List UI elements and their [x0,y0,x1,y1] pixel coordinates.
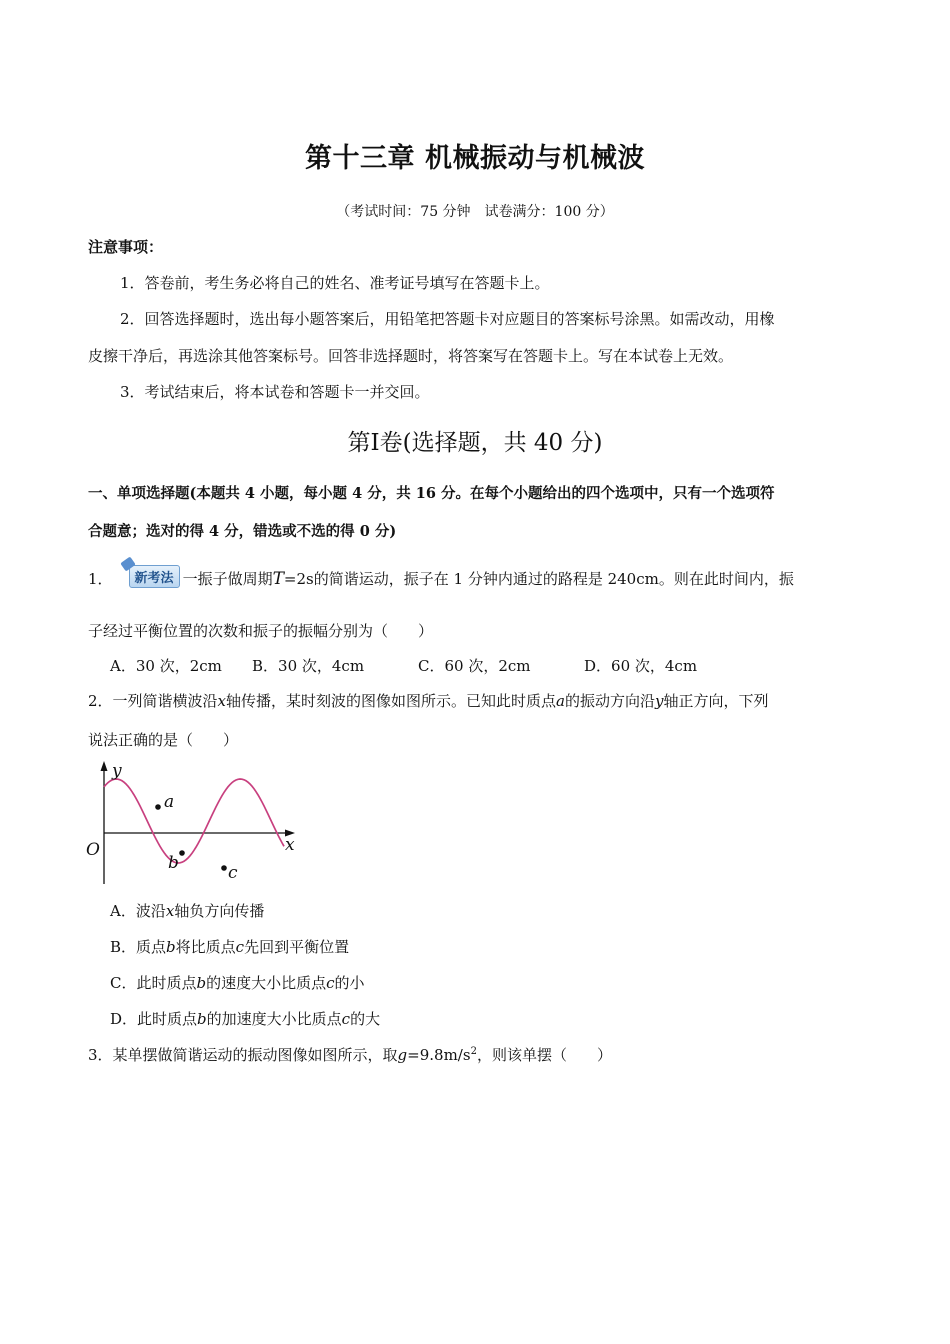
x-axis-label: x [285,835,295,855]
notes-heading: 注意事项： [88,238,164,256]
q3-text-b: ，则该单摆（ ） [476,1046,612,1064]
wave-figure [82,758,312,888]
q3-exponent: 2 [470,1046,477,1057]
question-1-option-d: D．60 次，4cm [584,657,698,675]
part1-line-1: 一、单项选择题(本题共 4 小题，每小题 4 分，共 16 分。在每个小题给出的四个选项中，只有一个选项符 [88,485,775,502]
q3-equation: =9.8m/s [407,1046,471,1064]
q2-optC-text-a: C．此时质点 [110,974,197,992]
question-2-option-b [110,936,349,957]
q2-optD-c: c [341,1010,351,1028]
question-3-line-1 [88,1044,612,1065]
y-axis-arrow-icon [101,761,108,771]
q2-text-a: 2．一列简谐横波沿 [88,692,218,710]
q2-optC-text-e: 的小 [334,974,365,992]
q2-optB-text-e: 先回到平衡位置 [244,938,350,956]
badge-tab-icon [120,556,136,571]
q2-optA-text-a: A．波沿 [110,902,166,920]
q2-optD-text-c: 的加速度大小比质点 [206,1010,342,1028]
new-method-badge [129,565,180,588]
period-symbol: T [272,569,284,589]
question-1-number: 1． [88,570,113,588]
q3-g-symbol: g [397,1046,408,1064]
q2-text-c: 的振动方向沿 [564,692,655,710]
point-b-dot [179,850,185,856]
question-1-option-b: B．30 次，4cm [252,657,365,675]
q2-a-symbol: a [556,692,565,710]
question-2-option-c [110,972,365,993]
point-c-label: c [228,863,238,883]
question-1-line-2: 子经过平衡位置的次数和振子的振幅分别为（ ） [88,622,434,640]
q2-optB-c: c [235,938,245,956]
question-1-line-1 [88,568,794,592]
q2-text-b: 轴传播，某时刻波的图像如图所示。已知此时质点 [226,692,557,710]
wave-curve [104,779,284,863]
question-2-option-d [110,1008,380,1029]
badge-label: 新考法 [134,570,174,586]
question-2-option-a [110,900,264,921]
point-a-label: a [164,792,175,812]
note-item-1: 1．答卷前，考生务必将自己的姓名、准考证号填写在答题卡上。 [120,274,550,292]
q2-optB-text-a: B．质点 [110,938,167,956]
q2-text-d: 轴正方向，下列 [663,692,769,710]
q2-optC-c: c [326,974,335,992]
origin-label: O [86,840,100,860]
q2-x-symbol: x [217,692,227,710]
q2-optD-text-e: 的大 [350,1010,381,1028]
q2-optD-text-a: D．此时质点 [110,1010,198,1028]
page-title: 第十三章 机械振动与机械波 [305,143,645,174]
point-a-dot [155,804,161,810]
q2-optB-text-c: 将比质点 [175,938,236,956]
y-axis-label: y [112,761,122,781]
q2-optB-b: b [166,938,176,956]
q2-optA-x: x [165,902,175,920]
question-1-option-a: A．30 次，2cm [110,657,222,675]
q2-optD-b: b [197,1010,207,1028]
q2-optC-text-c: 的速度大小比质点 [206,974,327,992]
q3-text-a: 3．某单摆做简谐运动的振动图像如图所示，取 [88,1046,398,1064]
section-title: 第Ⅰ卷(选择题，共 40 分) [347,430,603,456]
period-equation: =2s [283,570,314,588]
exam-info: （考试时间：75 分钟 试卷满分：100 分） [336,204,614,220]
q2-optC-b: b [196,974,207,992]
question-1-text-a: 一振子做周期 [182,570,273,588]
question-2-line-2: 说法正确的是（ ） [88,731,239,749]
part1-line-2: 合题意；选对的得 4 分，错选或不选的得 0 分) [88,523,397,540]
q2-y-symbol: y [655,692,664,710]
question-1-option-c: C．60 次，2cm [418,657,531,675]
note-item-2-line-2: 皮擦干净后，再选涂其他答案标号。回答非选择题时，将答案写在答题卡上。写在本试卷上无效。 [88,347,734,365]
note-item-3: 3．考试结束后，将本试卷和答题卡一并交回。 [120,383,430,401]
point-c-dot [221,865,227,871]
note-item-2-line-1: 2．回答选择题时，选出每小题答案后，用铅笔把答题卡对应题目的答案标号涂黑。如需改动，用橡 [120,310,775,328]
point-b-label: b [168,853,179,873]
question-1-text-b: 的简谐运动，振子在 1 分钟内通过的路程是 240cm。则在此时间内，振 [313,570,794,588]
question-2-line-1 [88,690,769,711]
q2-optA-text-b: 轴负方向传播 [174,902,265,920]
